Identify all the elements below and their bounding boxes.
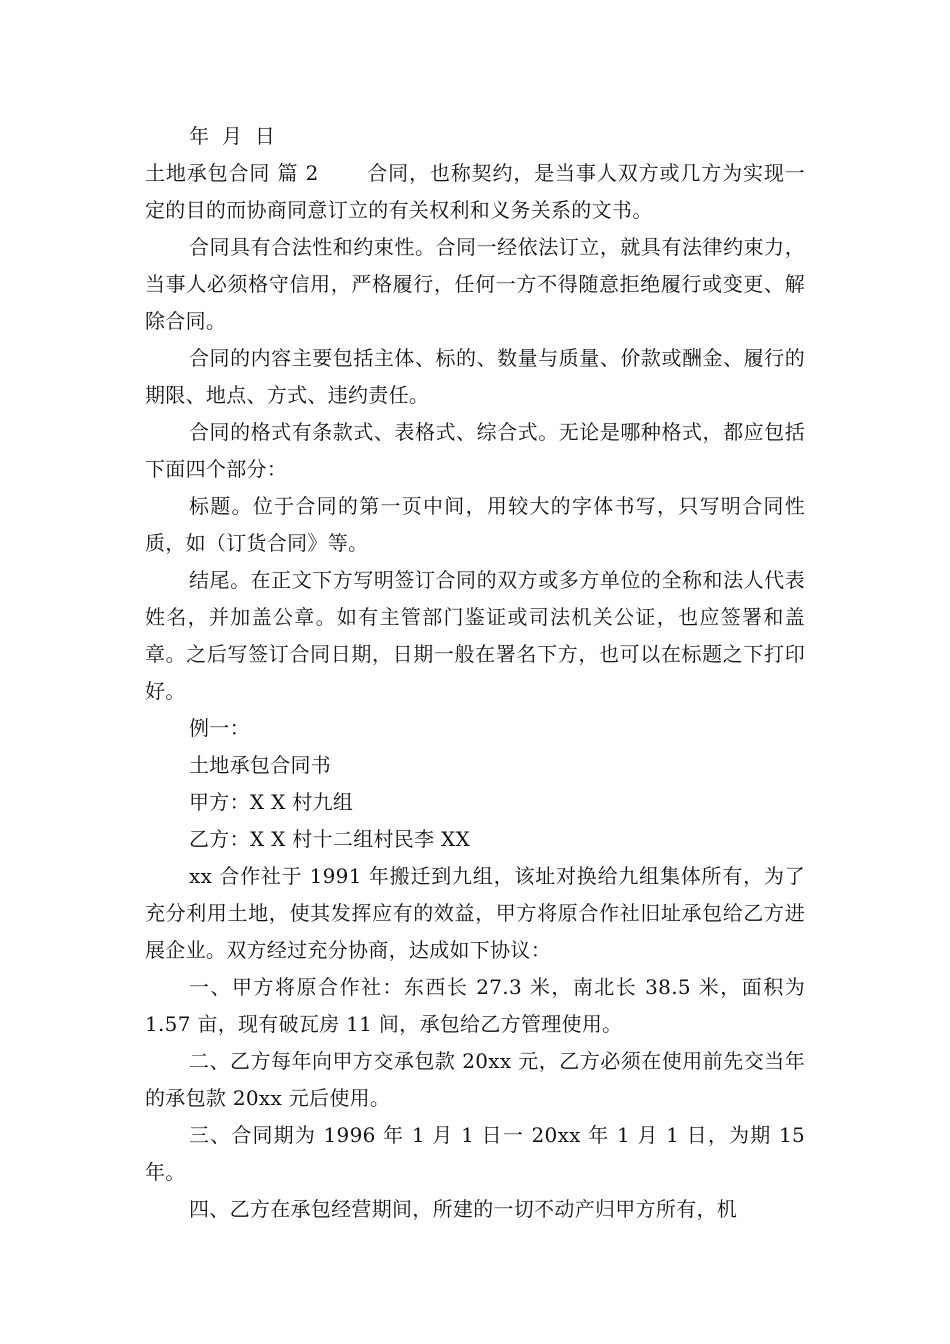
paragraph-background: xx 合作社于 1991 年搬迁到九组，该址对换给九组集体所有，为了充分利用土地，使其发挥应有的效益，甲方将原合作社旧址承包给乙方进展企业。双方经过充分协商，达成如下协议： [145,864,805,962]
paragraph-legality: 合同具有合法性和约束性。合同一经依法订立，就具有法律约束力，当事人必须格守信用，严格履行，任何一方不得随意拒绝履行或变更、解除合同。 [145,235,805,333]
paragraph-content: 合同的内容主要包括主体、标的、数量与质量、价款或酬金、履行的期限、地点、方式、违约责任。 [145,346,805,407]
example-label: 例一： [189,716,250,740]
clause-2: 二、乙方每年向甲方交承包款 20xx 元，乙方必须在使用前先交当年的承包款 20xx 元后使用。 [145,1049,805,1110]
paragraph-format: 合同的格式有条款式、表格式、综合式。无论是哪种格式，都应包括下面四个部分： [145,420,805,481]
section-heading: 土地承包合同 篇 2 [145,161,319,185]
date-line: 年 月 日 [189,124,276,148]
paragraph-ending: 结尾。在正文下方写明签订合同的双方或多方单位的全称和法人代表姓名，并加盖公章。如有主管部门鉴证或司法机关公证，也应签署和盖章。之后写签订合同日期，日期一般在署名下方，也可以在标题之下打印好。 [145,568,805,703]
clause-3: 三、合同期为 1996 年 1 月 1 日一 20xx 年 1 月 1 日，为期 15 年。 [145,1123,805,1184]
party-b: 乙方：X X 村十二组村民李 XX [189,827,471,851]
clause-4: 四、乙方在承包经营期间，所建的一切不动产归甲方所有，机 [189,1197,738,1221]
document-body [145,118,805,1228]
contract-title: 土地承包合同书 [189,753,332,777]
clause-1: 一、甲方将原合作社：东西长 27.3 米，南北长 38.5 米，面积为 1.57 亩，现有破瓦房 11 间，承包给乙方管理使用。 [145,975,805,1036]
section-first-paragraph [145,155,805,229]
party-a: 甲方：X X 村九组 [189,790,354,814]
paragraph-contract-definition: 合同，也称契约，是当事人双方或几方为实现一定的目的而协商同意订立的有关权利和义务关系的文书。 [145,161,805,222]
paragraph-title: 标题。位于合同的第一页中间，用较大的字体书写，只写明合同性质，如（订货合同》等。 [145,494,805,555]
